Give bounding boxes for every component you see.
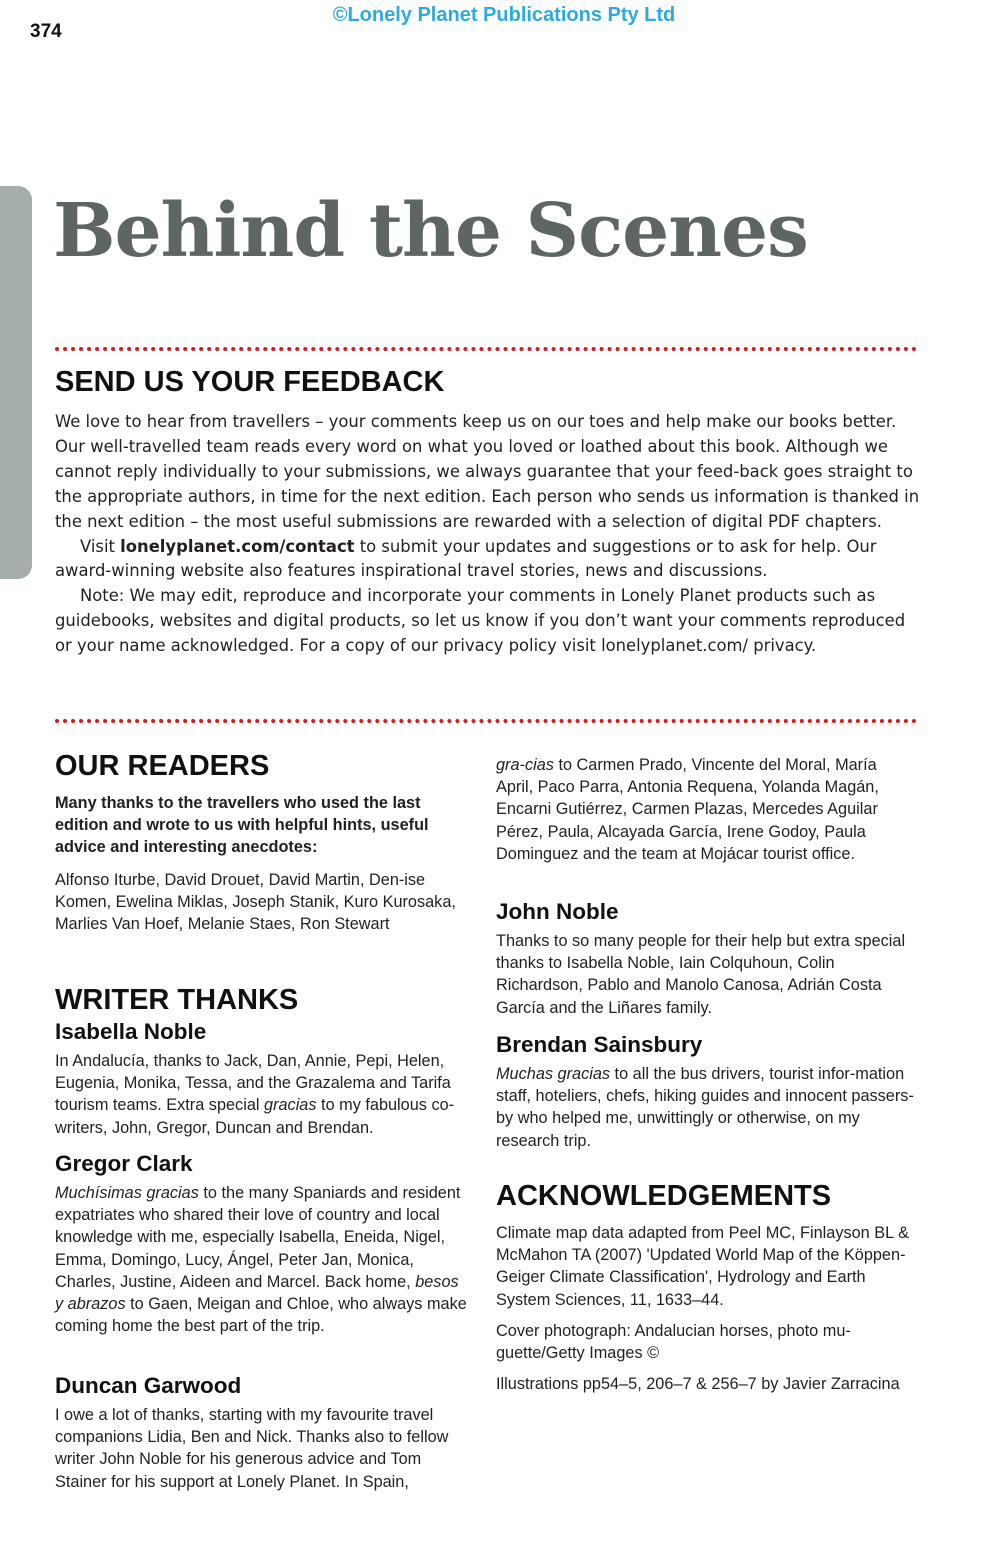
writer-name-gregor: Gregor Clark — [55, 1151, 193, 1176]
duncan-thanks-part-1: I owe a lot of thanks, starting with my favourite travel companions Lidia, Ben and Nick. Thanks also to fellow writer John Noble for his generous advice and Tom Stainer for his support at Lonely Planet. In Spain, — [55, 1406, 449, 1491]
page-number: 374 — [30, 21, 62, 42]
gregor-thanks: Muchísimas gracias to the many Spaniards and resident expatriates who shared their love of country and local knowledge with me, especially Isabella, Eneida, Nigel, Emma, Domingo, Lucy, Ángel, Peter Jan, Monica, Charles, Justine, Aideen and Marcel. Back home, besos y abrazos to Gaen, Meigan and Chloe, who always make coming home the best part of the trip. — [55, 1184, 467, 1336]
writer-name-john: John Noble — [496, 899, 619, 924]
writer-thanks-heading: WRITER THANKS — [55, 984, 299, 1016]
feedback-heading: SEND US YOUR FEEDBACK — [55, 366, 445, 398]
duncan-thanks-part-2: gra-cias to Carmen Prado, Vincente del Moral, María April, Paco Parra, Antonia Requena, Yolanda Magán, Encarni Gutiérrez, Carmen Plazas, Mercedes Aguilar Pérez, Paula, Alcayada García, Irene Godoy, Paula Dominguez and the team at Mojácar tourist office. — [496, 756, 879, 863]
feedback-body — [55, 410, 920, 659]
page-title: Behind the Scenes — [53, 188, 808, 274]
readers-section — [55, 792, 470, 935]
readers-heading: OUR READERS — [55, 750, 270, 782]
ack-climate-map: Climate map data adapted from Peel MC, Finlayson BL & McMahon TA (2007) 'Updated World Map of the Köppen-Geiger Climate Classification', Hydrology and Earth System Sciences, 11, 1633–44. — [496, 1224, 909, 1309]
contact-link[interactable]: lonelyplanet.com/contact — [120, 536, 355, 556]
ack-cover-photo: Cover photograph: Andalucian horses, photo mu-guette/Getty Images © — [496, 1321, 851, 1363]
john-thanks: Thanks to so many people for their help but extra special thanks to Isabella Noble, Iain Colquhoun, Colin Richardson, Pablo and Manolo Canosa, Adrián Costa García and the Liñares family. — [496, 932, 906, 1017]
readers-names: Alfonso Iturbe, David Drouet, David Martin, Den-ise Komen, Ewelina Miklas, Joseph Stanik, Kuro Kurosaka, Marlies Van Hoef, Melanie Staes, Ron Stewart — [55, 870, 456, 934]
readers-intro: Many thanks to the travellers who used the last edition and wrote to us with helpful hints, useful advice and interesting anecdotes: — [55, 794, 429, 857]
feedback-paragraph-1: We love to hear from travellers – your comments keep us on our toes and help make our books better. Our well-travelled team reads every word on what you loved or loathed about this book. Although we cannot reply individually to your submissions, we always guarantee that your feed-back goes straight to the appropriate authors, in time for the next edition. Each person who sends us information is thanked in the next edition – the most useful submissions are rewarded with a selection of digital PDF chapters. — [55, 412, 920, 531]
acknowledgements-heading: ACKNOWLEDGEMENTS — [496, 1180, 832, 1212]
writer-name-brendan: Brendan Sainsbury — [496, 1032, 703, 1057]
acknowledgements-body — [496, 1222, 916, 1395]
feedback-paragraph-3: Note: We may edit, reproduce and incorporate your comments in Lonely Planet products such as guidebooks, websites and digital products, so let us know if you don’t want your comments reproduced or your name acknowledged. For a copy of our privacy policy visit lonelyplanet.com/ privacy. — [55, 586, 906, 656]
dotted-divider — [55, 347, 917, 351]
isabella-thanks: In Andalucía, thanks to Jack, Dan, Annie, Pepi, Helen, Eugenia, Monika, Tessa, and the Grazalema and Tarifa tourism teams. Extra special gracias to my fabulous co-writers, John, Gregor, Duncan and Brendan. — [55, 1052, 455, 1137]
copyright-notice: ©Lonely Planet Publications Pty Ltd — [332, 4, 676, 26]
feedback-paragraph-2: Visit lonelyplanet.com/contact to submit your updates and suggestions or to ask for help. Our award-winning website also features inspirational travel stories, news and discussions. — [55, 536, 877, 581]
dotted-divider — [55, 719, 917, 723]
ack-illustrations: Illustrations pp54–5, 206–7 & 256–7 by Javier Zarracina — [496, 1375, 900, 1394]
chapter-side-tab — [0, 186, 32, 579]
writer-name-duncan: Duncan Garwood — [55, 1373, 242, 1398]
brendan-thanks: Muchas gracias to all the bus drivers, tourist infor-mation staff, hoteliers, chefs, hiking guides and innocent passers-by who helped me, unwittingly or otherwise, on my research trip. — [496, 1065, 914, 1150]
writer-name-isabella: Isabella Noble — [55, 1019, 207, 1044]
